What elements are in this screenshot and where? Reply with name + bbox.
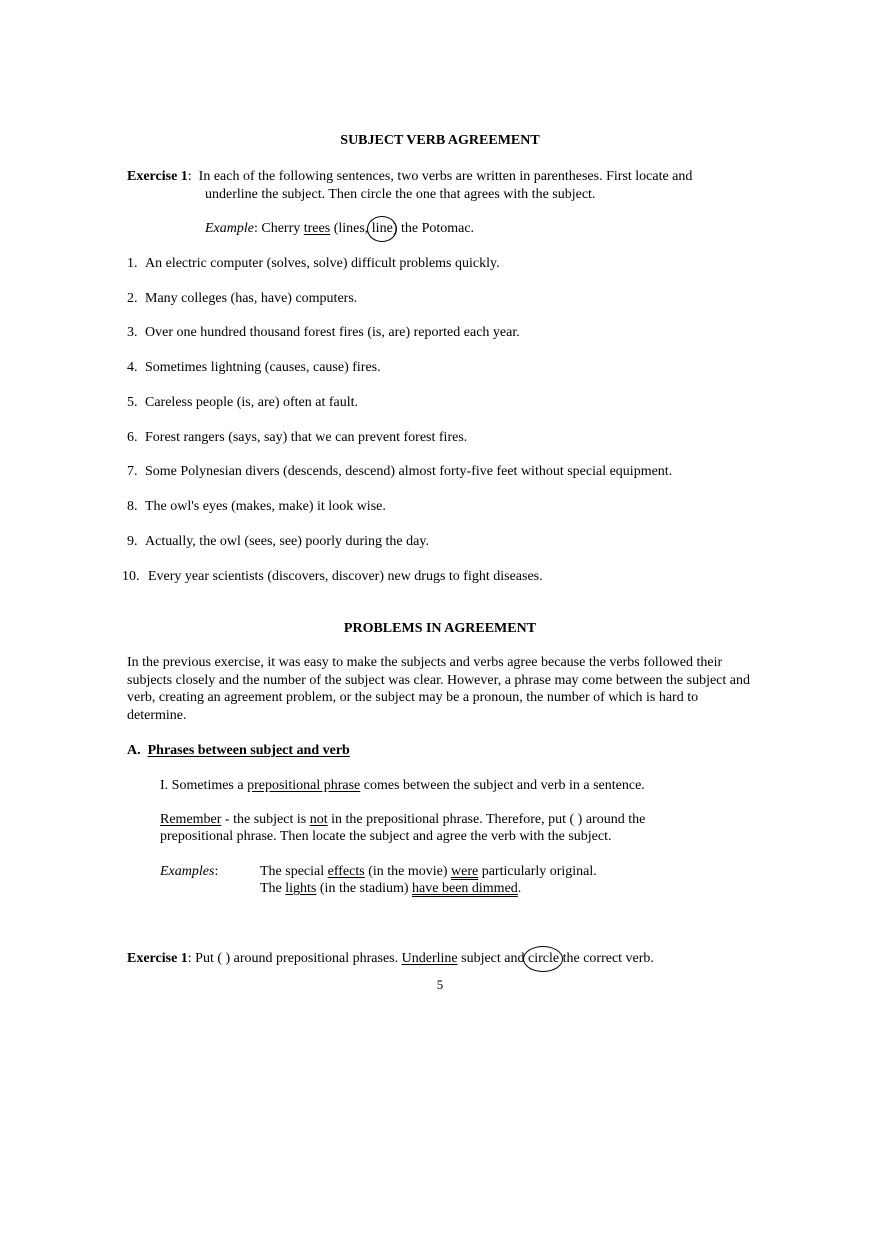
exercise1b-c: the correct verb. <box>559 951 654 966</box>
list-item <box>127 394 358 411</box>
section-a-label: A. <box>127 743 141 758</box>
exercise1b-circled-word: circle <box>528 951 560 966</box>
item-number: 5. <box>127 395 138 410</box>
item-text: Some Polynesian divers (descends, descend) almost forty-five feet without special equipment. <box>145 464 673 479</box>
exercise1b-line <box>127 950 654 967</box>
example-sentence-2 <box>260 880 521 897</box>
example-label: Example <box>205 221 254 236</box>
ex2-c: . <box>517 881 522 896</box>
example-mid: (lines, <box>330 221 372 236</box>
list-item <box>127 533 429 550</box>
item-number: 2. <box>127 291 138 306</box>
ex2-b: (in the stadium) <box>316 881 413 896</box>
item-number: 8. <box>127 499 138 514</box>
item-text: An electric computer (solves, solve) difficult problems quickly. <box>145 256 500 271</box>
exercise1-instruction-line1: Exercise 1: In each of the following sentences, two verbs are written in parentheses. First locate and <box>127 169 693 184</box>
point1-post: comes between the subject and verb in a sentence. <box>360 778 645 793</box>
item-number: 1. <box>127 256 138 271</box>
remember-label: Remember <box>160 812 222 827</box>
item-number: 4. <box>127 360 138 375</box>
item-text: Actually, the owl (sees, see) poorly during the day. <box>145 534 429 549</box>
item-text: Over one hundred thousand forest fires (is, are) reported each year. <box>145 325 520 340</box>
item-text: Forest rangers (says, say) that we can prevent forest fires. <box>145 430 468 445</box>
list-item <box>127 324 520 341</box>
exercise1-text-1: In each of the following sentences, two verbs are written in parentheses. First locate and <box>198 169 693 184</box>
exercise1b-b: subject and <box>457 951 528 966</box>
section-a-heading <box>127 742 350 759</box>
ex1-verb: were <box>451 864 479 879</box>
examples-label-text: Examples <box>160 864 215 879</box>
example-pre: : Cherry <box>253 221 304 236</box>
page-number: 5 <box>436 977 444 992</box>
ex2-subject: lights <box>285 881 317 896</box>
ex1-subject: effects <box>327 864 365 879</box>
example-subject: trees <box>303 221 331 236</box>
item-text: Careless people (is, are) often at fault. <box>145 395 359 410</box>
list-item <box>127 498 386 515</box>
list-item <box>127 255 500 272</box>
remember-a: - the subject is <box>221 812 310 827</box>
item-number: 3. <box>127 325 138 340</box>
exercise1b-label: Exercise 1 <box>127 951 188 966</box>
example-line <box>205 220 474 237</box>
title-subject-verb-agreement: SUBJECT VERB AGREEMENT <box>340 133 540 148</box>
ex1-c: particularly original. <box>478 864 597 879</box>
list-item <box>127 463 672 480</box>
item-number: 6. <box>127 430 138 445</box>
ex1-b: (in the movie) <box>364 864 452 879</box>
examples-colon: : <box>214 864 219 879</box>
item-text: The owl's eyes (makes, make) it look wise. <box>145 499 386 514</box>
exercise1-instruction-line2: underline the subject. Then circle the one that agrees with the subject. <box>205 187 596 202</box>
remember-not: not <box>309 812 328 827</box>
examples-label <box>160 863 218 880</box>
item-number: 7. <box>127 464 138 479</box>
item-text: Every year scientists (discovers, discover) new drugs to fight diseases. <box>148 569 543 584</box>
list-item <box>127 429 467 446</box>
item-text: Sometimes lightning (causes, cause) fires. <box>145 360 381 375</box>
item-number: 9. <box>127 534 138 549</box>
exercise1b-a: : Put ( ) around prepositional phrases. <box>187 951 402 966</box>
list-item <box>127 290 357 307</box>
item-number: 10. <box>122 569 140 584</box>
example-post: ) the Potomac. <box>392 221 475 236</box>
remember-line1 <box>160 811 645 828</box>
intro-paragraph: In the previous exercise, it was easy to make the subjects and verbs agree because the verbs followed their subjects closely and the number of the subject was clear. However, a phrase may come between the subject and verb, creating an agreement problem, or the subject may be a pronoun, the number of which is hard to determine. <box>127 655 750 723</box>
remember-b: in the prepositional phrase. Therefore, put ( ) around the <box>327 812 646 827</box>
example-circled-verb: line <box>371 221 393 236</box>
section-a-title: Phrases between subject and verb <box>147 743 350 758</box>
example-sentence-1 <box>260 863 597 880</box>
point1-pre: I. Sometimes a <box>160 778 248 793</box>
section-a-point1 <box>160 777 645 794</box>
list-item <box>127 359 381 376</box>
remember-line2: prepositional phrase. Then locate the subject and agree the verb with the subject. <box>160 829 612 844</box>
point1-underlined: prepositional phrase <box>247 778 361 793</box>
item-text: Many colleges (has, have) computers. <box>145 291 358 306</box>
ex2-verb: have been dimmed <box>412 881 518 896</box>
list-item <box>122 568 543 585</box>
exercise1-label: Exercise 1 <box>127 169 188 184</box>
exercise1b-underline-word: Underline <box>401 951 458 966</box>
title-problems-in-agreement: PROBLEMS IN AGREEMENT <box>343 621 537 636</box>
ex2-a: The <box>260 881 286 896</box>
ex1-a: The special <box>260 864 328 879</box>
